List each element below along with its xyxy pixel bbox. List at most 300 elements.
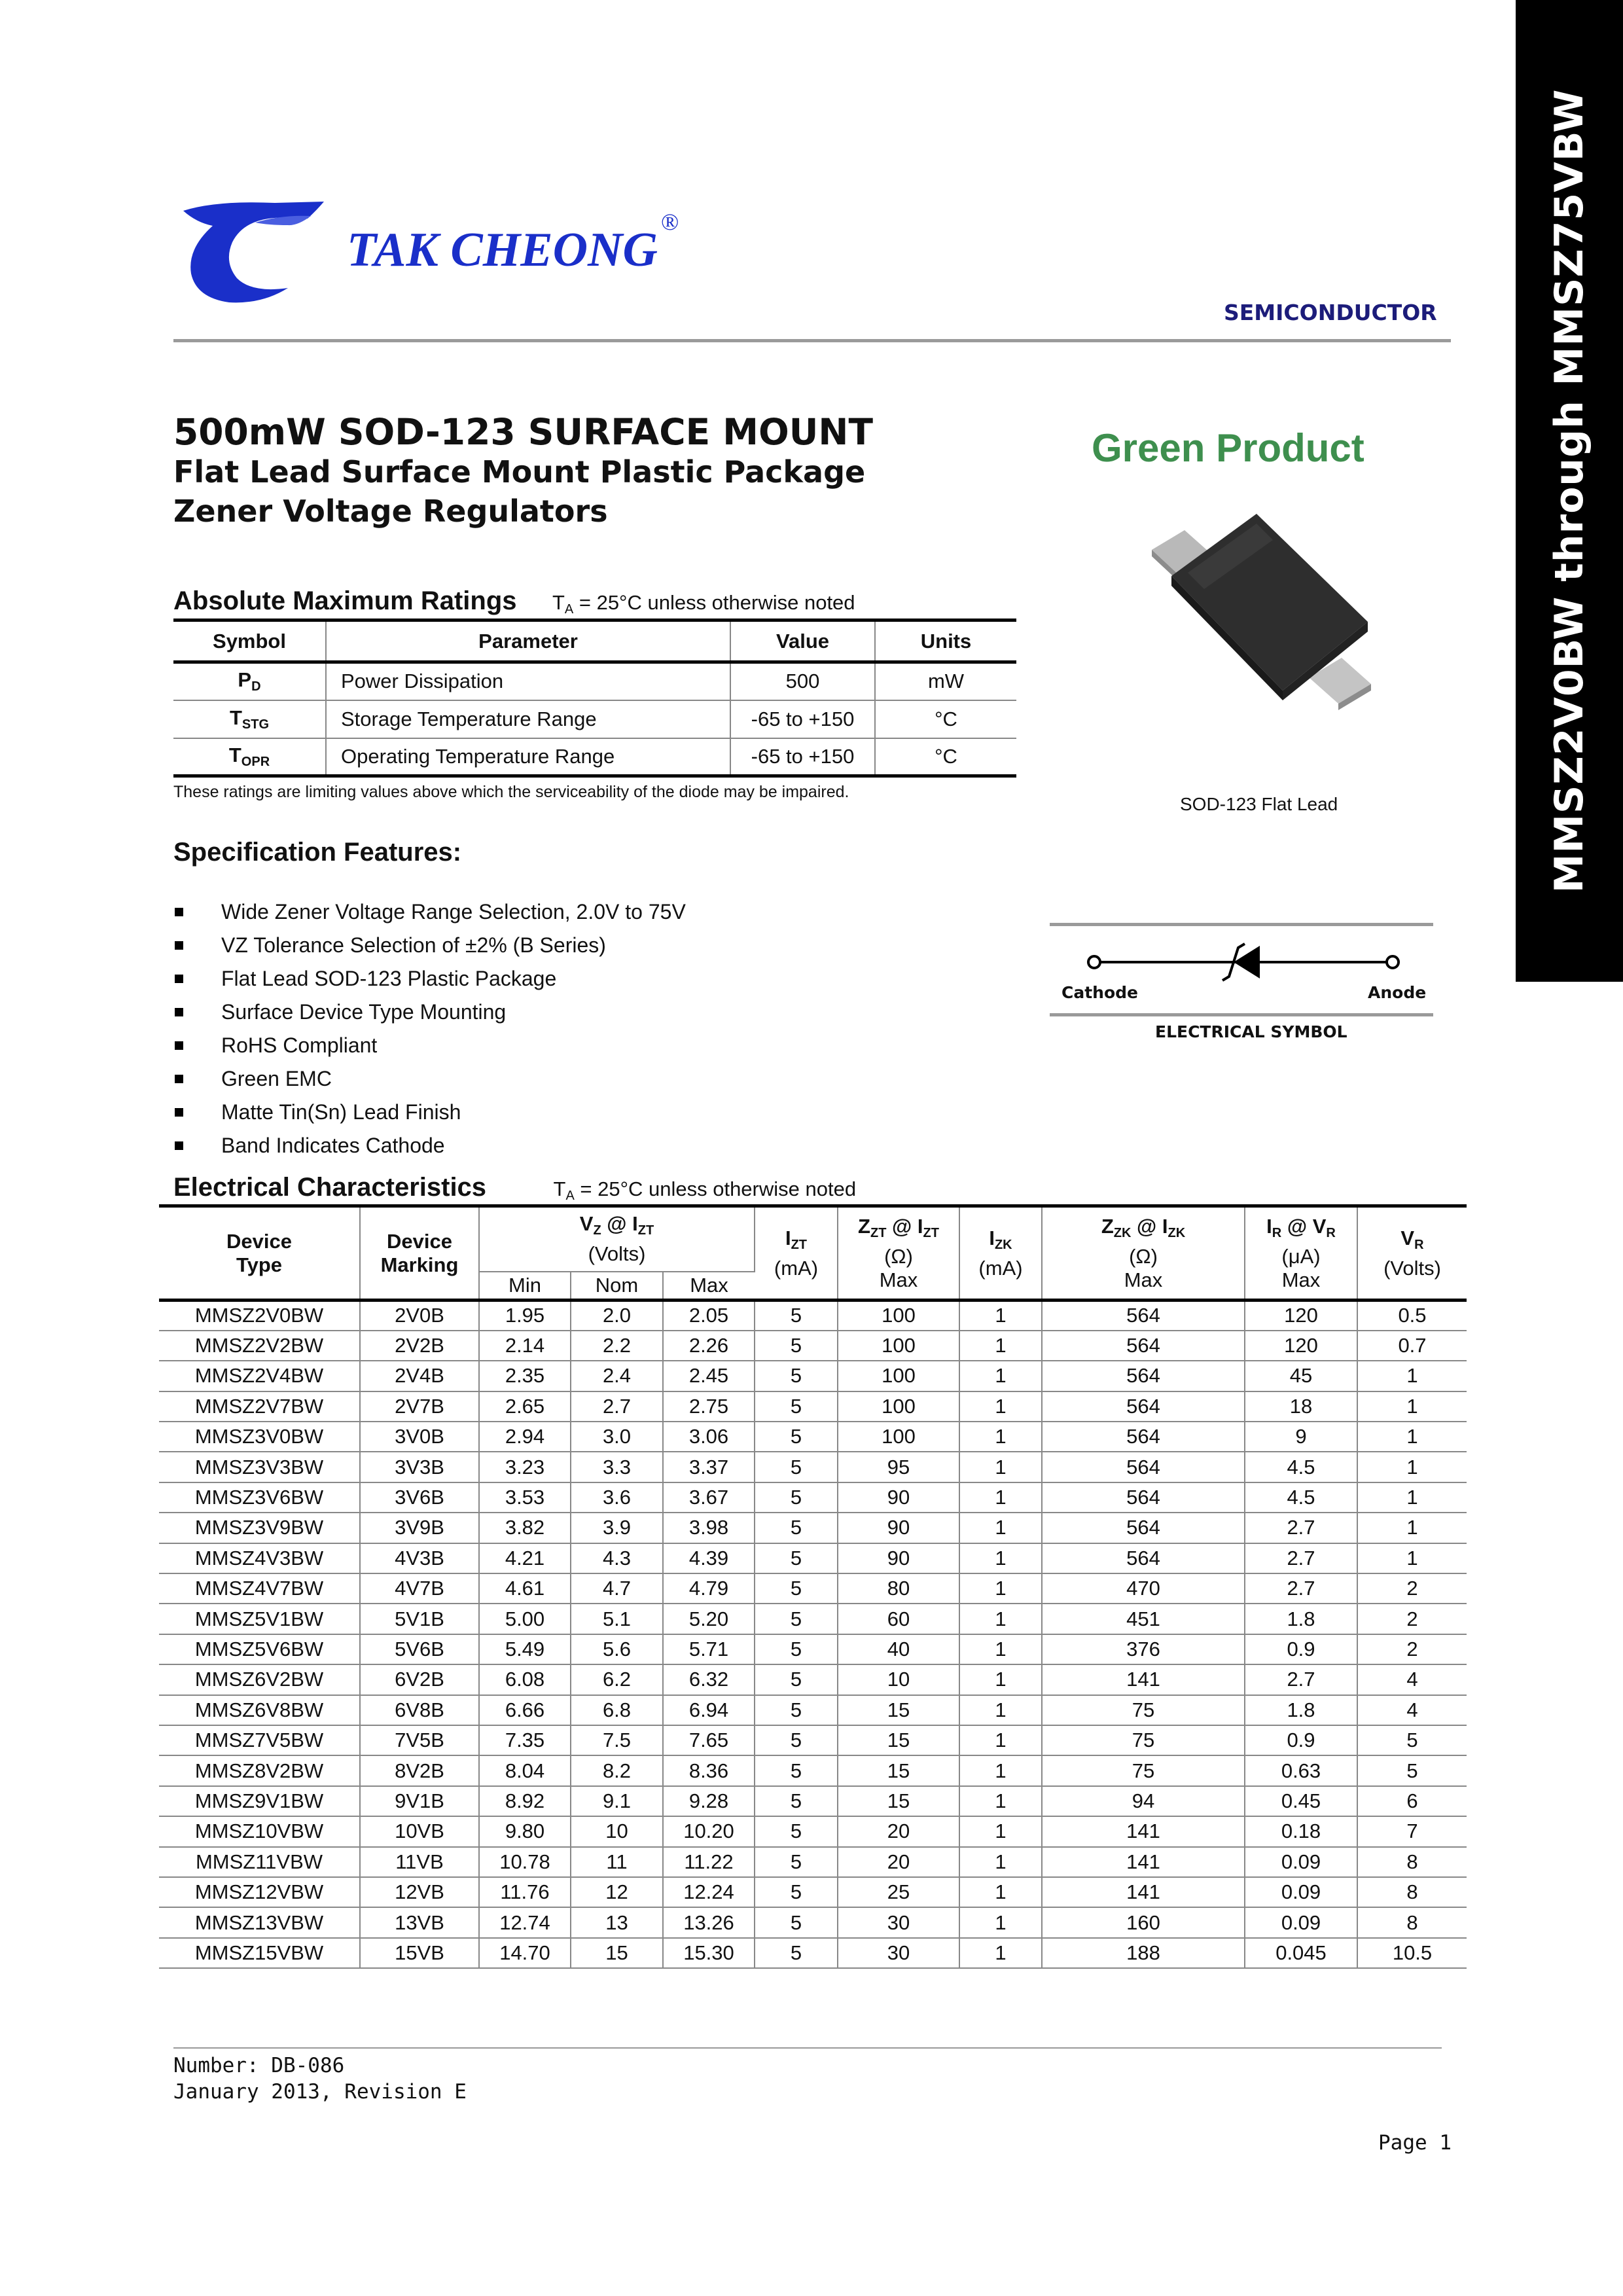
ir-max-cell: 2.7 (1245, 1513, 1357, 1543)
izt-cell: 5 (755, 1907, 838, 1937)
table-row (173, 662, 1016, 700)
electrical-heading (173, 1173, 856, 1204)
features-list (173, 895, 686, 1162)
list-item (173, 1129, 686, 1162)
ir-max-cell: 0.63 (1245, 1755, 1357, 1785)
vz-nom-cell: 13 (571, 1907, 663, 1937)
izt-cell: 5 (755, 1725, 838, 1755)
table-row (159, 1907, 1467, 1937)
revision-date: January 2013, Revision E (173, 2080, 467, 2104)
parameter-cell: Storage Temperature Range (326, 700, 730, 738)
table-row (159, 1664, 1467, 1695)
header-symbol: I (989, 1226, 995, 1249)
device-type-cell: MMSZ7V5BW (159, 1725, 360, 1755)
vz-nom-cell: 6.2 (571, 1664, 663, 1695)
device-type-cell: MMSZ9V1BW (159, 1786, 360, 1816)
device-type-cell: MMSZ8V2BW (159, 1755, 360, 1785)
izt-cell: 5 (755, 1604, 838, 1634)
symbol-cell (173, 662, 326, 700)
zzt-max-cell: 100 (838, 1391, 959, 1422)
vr-cell: 1 (1357, 1543, 1467, 1573)
electrical-symbol-label: ELECTRICAL SYMBOL (1155, 1022, 1347, 1041)
vz-min-cell: 8.04 (479, 1755, 571, 1785)
izk-cell: 1 (959, 1513, 1042, 1543)
table-row (159, 1513, 1467, 1543)
device-marking-cell: 15VB (360, 1938, 479, 1968)
device-marking-cell: 13VB (360, 1907, 479, 1937)
zzt-max-cell: 20 (838, 1847, 959, 1877)
device-type-cell: MMSZ13VBW (159, 1907, 360, 1937)
vr-cell: 8 (1357, 1847, 1467, 1877)
vz-min-cell: 8.92 (479, 1786, 571, 1816)
vz-max-cell: 8.36 (663, 1755, 755, 1785)
bullet-icon (175, 1075, 183, 1083)
header-line: Device (226, 1229, 292, 1253)
device-type-cell: MMSZ6V2BW (159, 1664, 360, 1695)
izt-cell: 5 (755, 1482, 838, 1513)
header-symbol: @ I (1131, 1214, 1168, 1238)
parameter-cell: Power Dissipation (326, 662, 730, 700)
ir-max-cell: 45 (1245, 1361, 1357, 1391)
vr-cell: 8 (1357, 1877, 1467, 1907)
ir-max-cell: 0.9 (1245, 1634, 1357, 1664)
zzt-max-cell: 15 (838, 1786, 959, 1816)
vr-cell: 2 (1357, 1573, 1467, 1604)
vz-max-cell: 4.39 (663, 1543, 755, 1573)
table-row (173, 700, 1016, 738)
table-row (159, 1755, 1467, 1785)
zzt-max-cell: 100 (838, 1300, 959, 1331)
vz-nom-cell: 5.6 (571, 1634, 663, 1664)
izt-cell: 5 (755, 1422, 838, 1452)
division-label: SEMICONDUCTOR (1224, 300, 1437, 325)
table-row (159, 1695, 1467, 1725)
device-marking-cell: 3V9B (360, 1513, 479, 1543)
device-marking-cell: 4V3B (360, 1543, 479, 1573)
izk-cell: 1 (959, 1634, 1042, 1664)
izt-cell: 5 (755, 1847, 838, 1877)
vz-min-cell: 2.35 (479, 1361, 571, 1391)
vr-cell: 1 (1357, 1482, 1467, 1513)
vz-max-cell: 7.65 (663, 1725, 755, 1755)
ir-max-cell: 4.5 (1245, 1452, 1357, 1482)
package-caption: SOD-123 Flat Lead (1180, 794, 1338, 814)
footer-divider (173, 2047, 1442, 2049)
header-symbol: Z (1101, 1214, 1114, 1238)
zzk-max-cell: 188 (1042, 1938, 1245, 1968)
document-subtitle-1: Flat Lead Surface Mount Plastic Package (173, 454, 866, 490)
vr-cell: 8 (1357, 1907, 1467, 1937)
zzt-max-cell: 95 (838, 1452, 959, 1482)
bullet-icon (175, 975, 183, 983)
list-item (173, 1096, 686, 1129)
ir-max-cell: 0.09 (1245, 1847, 1357, 1877)
feature-text: Band Indicates Cathode (221, 1134, 445, 1157)
bullet-icon (175, 941, 183, 950)
value-cell: -65 to +150 (730, 700, 875, 738)
vz-max-cell: 11.22 (663, 1847, 755, 1877)
table-row (159, 1725, 1467, 1755)
vz-nom-cell: 15 (571, 1938, 663, 1968)
table-row (159, 1331, 1467, 1361)
zzk-max-cell: 564 (1042, 1300, 1245, 1331)
tak-cheong-logo-icon (177, 196, 327, 308)
device-marking-cell: 2V0B (360, 1300, 479, 1331)
feature-text: Matte Tin(Sn) Lead Finish (221, 1100, 461, 1124)
condition-subscript: A (565, 1189, 575, 1203)
izk-cell: 1 (959, 1573, 1042, 1604)
vz-max-cell: 15.30 (663, 1938, 755, 1968)
ir-max-cell: 0.18 (1245, 1816, 1357, 1846)
ir-max-cell: 0.09 (1245, 1877, 1357, 1907)
symbol: P (238, 668, 252, 692)
zzk-max-cell: 75 (1042, 1695, 1245, 1725)
table-row (159, 1543, 1467, 1573)
table-row (159, 1604, 1467, 1634)
vz-min-cell: 9.80 (479, 1816, 571, 1846)
izt-cell: 5 (755, 1786, 838, 1816)
table-row (159, 1361, 1467, 1391)
vz-min-cell: 4.21 (479, 1543, 571, 1573)
symbol-cell (173, 700, 326, 738)
ir-max-cell: 0.45 (1245, 1786, 1357, 1816)
zzk-max-cell: 564 (1042, 1422, 1245, 1452)
ir-max-cell: 2.7 (1245, 1543, 1357, 1573)
device-type-cell: MMSZ3V3BW (159, 1452, 360, 1482)
bullet-icon (175, 1141, 183, 1150)
header-subscript: ZT (923, 1225, 939, 1240)
symbol: T (229, 706, 242, 729)
brand-name: TAK CHEONG (347, 223, 658, 277)
list-item (173, 1062, 686, 1096)
zzk-max-cell: 564 (1042, 1543, 1245, 1573)
green-product-label: Green Product (1092, 426, 1364, 470)
vr-cell: 6 (1357, 1786, 1467, 1816)
vz-max-header: Max (663, 1272, 755, 1300)
document-subtitle-2: Zener Voltage Regulators (173, 493, 608, 529)
zzt-max-cell: 90 (838, 1543, 959, 1573)
vz-min-cell: 2.65 (479, 1391, 571, 1422)
vz-max-cell: 3.06 (663, 1422, 755, 1452)
symbol-top-rule (1050, 923, 1433, 926)
zzk-max-cell: 470 (1042, 1573, 1245, 1604)
izk-cell: 1 (959, 1725, 1042, 1755)
vz-max-cell: 13.26 (663, 1907, 755, 1937)
table-row (159, 1786, 1467, 1816)
device-marking-header (360, 1206, 479, 1300)
zzk-max-cell: 564 (1042, 1452, 1245, 1482)
header-symbol: I (1266, 1214, 1272, 1238)
izt-cell: 5 (755, 1695, 838, 1725)
izk-cell: 1 (959, 1938, 1042, 1968)
zener-diode-symbol-icon (1073, 936, 1414, 988)
vz-max-cell: 4.79 (663, 1573, 755, 1604)
vz-nom-cell: 11 (571, 1847, 663, 1877)
vz-nom-cell: 3.9 (571, 1513, 663, 1543)
izt-cell: 5 (755, 1938, 838, 1968)
device-type-header (159, 1206, 360, 1300)
parameter-cell: Operating Temperature Range (326, 738, 730, 776)
table-row (159, 1452, 1467, 1482)
device-marking-cell: 3V0B (360, 1422, 479, 1452)
table-row (159, 1938, 1467, 1968)
vz-min-cell: 12.74 (479, 1907, 571, 1937)
header-subscript: ZK (1113, 1225, 1132, 1240)
vr-cell: 4 (1357, 1664, 1467, 1695)
ir-max-cell: 9 (1245, 1422, 1357, 1452)
izk-cell: 1 (959, 1847, 1042, 1877)
electrical-condition (553, 1177, 857, 1203)
bullet-icon (175, 1008, 183, 1016)
device-type-cell: MMSZ2V0BW (159, 1300, 360, 1331)
izk-cell: 1 (959, 1422, 1042, 1452)
header-subscript: Z (593, 1223, 601, 1238)
zzt-max-cell: 15 (838, 1725, 959, 1755)
vz-max-cell: 3.67 (663, 1482, 755, 1513)
table-row (159, 1300, 1467, 1331)
symbol-subscript: OPR (241, 754, 270, 769)
izt-cell: 5 (755, 1331, 838, 1361)
izk-header (959, 1206, 1042, 1300)
izt-cell: 5 (755, 1361, 838, 1391)
vz-min-cell: 3.23 (479, 1452, 571, 1482)
table-row (159, 1634, 1467, 1664)
device-marking-cell: 2V4B (360, 1361, 479, 1391)
ir-max-cell: 18 (1245, 1391, 1357, 1422)
zzk-max-cell: 141 (1042, 1816, 1245, 1846)
header-divider (173, 339, 1451, 342)
table-row (159, 1573, 1467, 1604)
vz-nom-cell: 8.2 (571, 1755, 663, 1785)
list-item (173, 962, 686, 996)
device-type-cell: MMSZ5V6BW (159, 1634, 360, 1664)
vz-nom-header: Nom (571, 1272, 663, 1300)
vr-cell: 5 (1357, 1755, 1467, 1785)
zzk-max-cell: 564 (1042, 1331, 1245, 1361)
header-subscript: ZT (637, 1223, 654, 1238)
device-type-cell: MMSZ12VBW (159, 1877, 360, 1907)
device-marking-cell: 5V1B (360, 1604, 479, 1634)
vz-max-cell: 5.20 (663, 1604, 755, 1634)
zzk-max-cell: 564 (1042, 1482, 1245, 1513)
zzt-max-cell: 100 (838, 1422, 959, 1452)
column-header: Symbol (173, 620, 326, 662)
vz-nom-cell: 10 (571, 1816, 663, 1846)
value-cell: 500 (730, 662, 875, 700)
izk-cell: 1 (959, 1300, 1042, 1331)
izt-cell: 5 (755, 1634, 838, 1664)
zzk-max-cell: 160 (1042, 1907, 1245, 1937)
zzt-max-cell: 100 (838, 1361, 959, 1391)
vz-nom-cell: 12 (571, 1877, 663, 1907)
device-marking-cell: 8V2B (360, 1755, 479, 1785)
vz-nom-cell: 7.5 (571, 1725, 663, 1755)
bullet-icon (175, 1041, 183, 1050)
symbol-cell (173, 738, 326, 776)
izk-cell: 1 (959, 1816, 1042, 1846)
bullet-icon (175, 908, 183, 916)
page-number: Page 1 (1378, 2131, 1452, 2155)
unit-cell: °C (935, 707, 957, 730)
vz-min-cell: 2.94 (479, 1422, 571, 1452)
feature-text: Surface Device Type Mounting (221, 1000, 507, 1024)
vz-min-header: Min (479, 1272, 571, 1300)
vz-min-cell: 4.61 (479, 1573, 571, 1604)
vz-min-cell: 5.49 (479, 1634, 571, 1664)
vz-max-cell: 3.98 (663, 1513, 755, 1543)
device-marking-cell: 3V3B (360, 1452, 479, 1482)
device-type-cell: MMSZ3V6BW (159, 1482, 360, 1513)
vz-min-cell: 2.14 (479, 1331, 571, 1361)
unit-cell: °C (935, 744, 957, 768)
header-subscript: ZK (994, 1237, 1012, 1252)
header-unit: (Volts) (1383, 1256, 1441, 1280)
zzt-max-cell: 15 (838, 1695, 959, 1725)
izk-cell: 1 (959, 1482, 1042, 1513)
header-symbol: Z (858, 1214, 870, 1238)
zzk-max-cell: 564 (1042, 1391, 1245, 1422)
vz-nom-cell: 3.0 (571, 1422, 663, 1452)
izt-cell: 5 (755, 1816, 838, 1846)
vz-nom-cell: 5.1 (571, 1604, 663, 1634)
izt-cell: 5 (755, 1664, 838, 1695)
vz-min-cell: 11.76 (479, 1877, 571, 1907)
column-header: Value (730, 620, 875, 662)
column-header: Units (920, 629, 972, 653)
zzt-max-cell: 30 (838, 1938, 959, 1968)
column-header: Parameter (326, 620, 730, 662)
izk-cell: 1 (959, 1877, 1042, 1907)
condition-text: = 25°C unless otherwise noted (574, 1177, 857, 1200)
vr-cell: 2 (1357, 1604, 1467, 1634)
header-subscript: R (1326, 1225, 1336, 1240)
vz-min-cell: 6.08 (479, 1664, 571, 1695)
table-header-row (159, 1206, 1467, 1272)
izk-cell: 1 (959, 1664, 1042, 1695)
vr-cell: 1 (1357, 1391, 1467, 1422)
ir-max-cell: 120 (1245, 1300, 1357, 1331)
zzt-max-cell: 60 (838, 1604, 959, 1634)
vz-min-cell: 7.35 (479, 1725, 571, 1755)
device-type-cell: MMSZ5V1BW (159, 1604, 360, 1634)
feature-text: Flat Lead SOD-123 Plastic Package (221, 967, 557, 990)
header-limit: Max (1124, 1268, 1163, 1291)
vr-cell: 0.7 (1357, 1331, 1467, 1361)
header-line: Device (387, 1229, 452, 1253)
zzk-header (1042, 1206, 1245, 1300)
vz-max-cell: 6.32 (663, 1664, 755, 1695)
ir-max-cell: 2.7 (1245, 1664, 1357, 1695)
zzk-max-cell: 94 (1042, 1786, 1245, 1816)
header-subscript: R (1414, 1237, 1424, 1252)
vr-header (1357, 1206, 1467, 1300)
device-marking-cell: 2V7B (360, 1391, 479, 1422)
header-symbol: V (1400, 1226, 1415, 1249)
ir-max-cell: 1.8 (1245, 1604, 1357, 1634)
vr-cell: 2 (1357, 1634, 1467, 1664)
header-limit: Max (879, 1268, 918, 1291)
header-subscript: R (1272, 1225, 1282, 1240)
vz-header (479, 1206, 755, 1272)
vz-min-cell: 6.66 (479, 1695, 571, 1725)
header-subscript: ZK (1168, 1225, 1186, 1240)
device-marking-cell: 7V5B (360, 1725, 479, 1755)
device-type-cell: MMSZ3V9BW (159, 1513, 360, 1543)
vz-nom-cell: 2.4 (571, 1361, 663, 1391)
ir-max-cell: 0.09 (1245, 1907, 1357, 1937)
vz-max-cell: 5.71 (663, 1634, 755, 1664)
vr-cell: 1 (1357, 1422, 1467, 1452)
vr-cell: 1 (1357, 1513, 1467, 1543)
zzt-max-cell: 30 (838, 1907, 959, 1937)
device-marking-cell: 10VB (360, 1816, 479, 1846)
zzt-max-cell: 40 (838, 1634, 959, 1664)
vz-max-cell: 3.37 (663, 1452, 755, 1482)
header-unit: (μA) (1281, 1244, 1321, 1268)
condition-text: = 25°C unless otherwise noted (573, 591, 855, 614)
table-row (159, 1877, 1467, 1907)
vz-max-cell: 10.20 (663, 1816, 755, 1846)
vr-cell: 1 (1357, 1361, 1467, 1391)
izt-header (755, 1206, 838, 1300)
device-marking-cell: 6V2B (360, 1664, 479, 1695)
vr-cell: 0.5 (1357, 1300, 1467, 1331)
vz-min-cell: 10.78 (479, 1847, 571, 1877)
symbol-subscript: STG (241, 717, 270, 732)
table-row (173, 738, 1016, 776)
ir-max-cell: 4.5 (1245, 1482, 1357, 1513)
abs-max-table (173, 619, 1016, 778)
header-line: Type (236, 1253, 283, 1276)
izk-cell: 1 (959, 1755, 1042, 1785)
zzt-max-cell: 10 (838, 1664, 959, 1695)
abs-max-title: Absolute Maximum Ratings (173, 586, 517, 615)
vz-max-cell: 6.94 (663, 1695, 755, 1725)
feature-text: VZ Tolerance Selection of ±2% (B Series) (221, 933, 606, 957)
ratings-footnote: These ratings are limiting values above which the serviceability of the diode may be impaired. (173, 783, 849, 801)
izt-cell: 5 (755, 1755, 838, 1785)
header-subscript: ZT (870, 1225, 887, 1240)
header-unit: (mA) (978, 1256, 1023, 1280)
cathode-label: Cathode (1061, 983, 1138, 1002)
list-item (173, 895, 686, 929)
header-unit: (mA) (774, 1256, 819, 1280)
vz-min-cell: 1.95 (479, 1300, 571, 1331)
zzt-max-cell: 15 (838, 1755, 959, 1785)
vr-cell: 1 (1357, 1452, 1467, 1482)
device-type-cell: MMSZ2V2BW (159, 1331, 360, 1361)
zzk-max-cell: 141 (1042, 1847, 1245, 1877)
document-number: Number: DB-086 (173, 2054, 345, 2077)
device-type-cell: MMSZ6V8BW (159, 1695, 360, 1725)
header-limit: Max (1281, 1268, 1321, 1291)
electrical-title: Electrical Characteristics (173, 1173, 487, 1202)
izt-cell: 5 (755, 1543, 838, 1573)
header-symbol: @ I (886, 1214, 923, 1238)
table-row (159, 1391, 1467, 1422)
device-marking-cell: 9V1B (360, 1786, 479, 1816)
value-cell: -65 to +150 (730, 738, 875, 776)
izk-cell: 1 (959, 1604, 1042, 1634)
device-type-cell: MMSZ4V7BW (159, 1573, 360, 1604)
features-title: Specification Features: (173, 838, 462, 867)
feature-text: Wide Zener Voltage Range Selection, 2.0V to 75V (221, 900, 686, 924)
table-row (159, 1422, 1467, 1452)
vz-nom-cell: 2.7 (571, 1391, 663, 1422)
zzt-max-cell: 90 (838, 1482, 959, 1513)
header-unit: (Volts) (588, 1242, 646, 1266)
izk-cell: 1 (959, 1452, 1042, 1482)
